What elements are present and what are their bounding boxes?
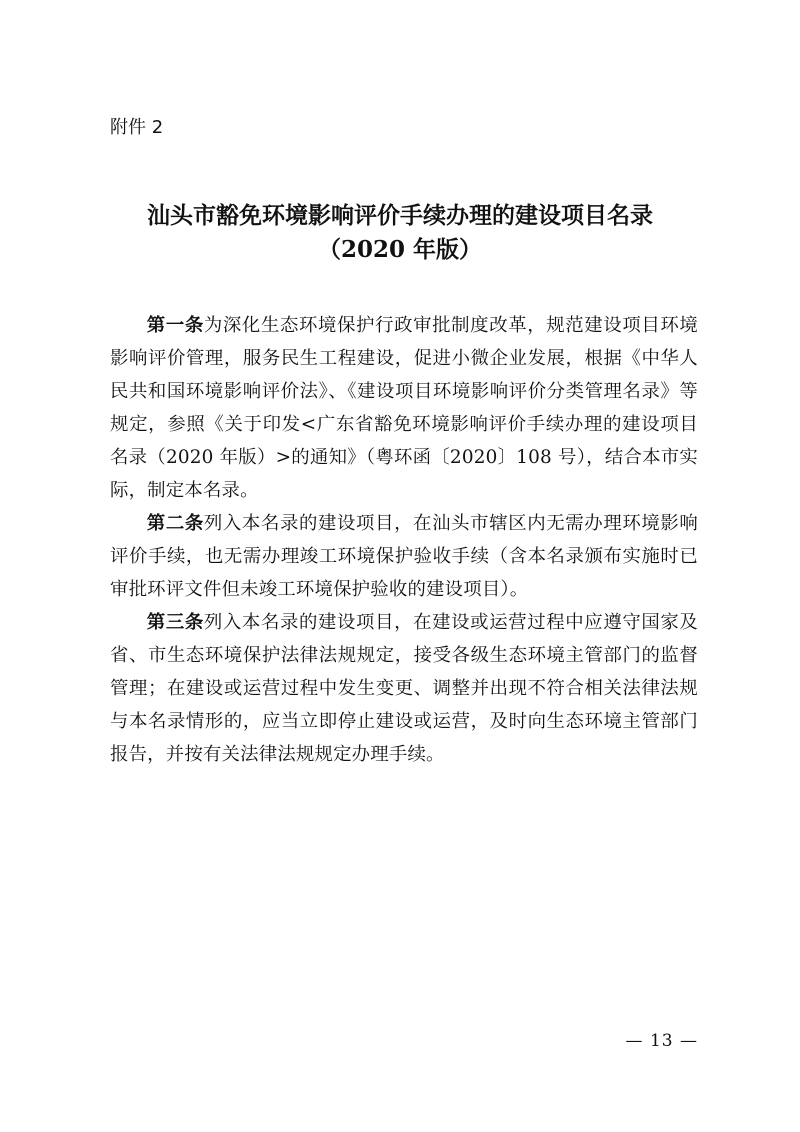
page-number: — 13 — (625, 1031, 698, 1051)
article-2-lead: 第二条 (146, 513, 204, 534)
document-subtitle: （2020 年版） (317, 236, 483, 263)
attachment-label: 附件 2 (110, 117, 164, 138)
document-body (110, 309, 698, 771)
article-3-lead: 第三条 (146, 612, 204, 633)
article-2-text: 列入本名录的建设项目，在汕头市辖区内无需办理环境影响评价手续，也无需办理竣工环境保护验收手续（含本名录颁布实施时已审批环评文件但未竣工环境保护验收的建设项目）。 (110, 513, 699, 600)
document-title: 汕头市豁免环境影响评价手续办理的建设项目名录 (147, 202, 653, 229)
article-1-lead: 第一条 (146, 315, 204, 336)
article-3 (110, 606, 698, 771)
article-2 (110, 507, 698, 606)
article-1 (110, 309, 698, 507)
article-3-text: 列入本名录的建设项目，在建设或运营过程中应遵守国家及省、市生态环境保护法律法规规定，接受各级生态环境主管部门的监督管理；在建设或运营过程中发生变更、调整并出现不符合相关法律法规与本名录情形的，应当立即停止建设或运营，及时向生态环境主管部门报告，并按有关法律法规规定办理手续。 (110, 612, 699, 765)
article-1-text: 为深化生态环境保护行政审批制度改革，规范建设项目环境影响评价管理，服务民生工程建设，促进小微企业发展，根据《中华人民共和国环境影响评价法》、《建设项目环境影响评价分类管理名录》等规定，参照《关于印发<广东省豁免环境影响评价手续办理的建设项目名录（2020 年版）>的通知》（粤环函〔2020〕108 号），结合本市实际，制定本名录。 (110, 315, 699, 501)
